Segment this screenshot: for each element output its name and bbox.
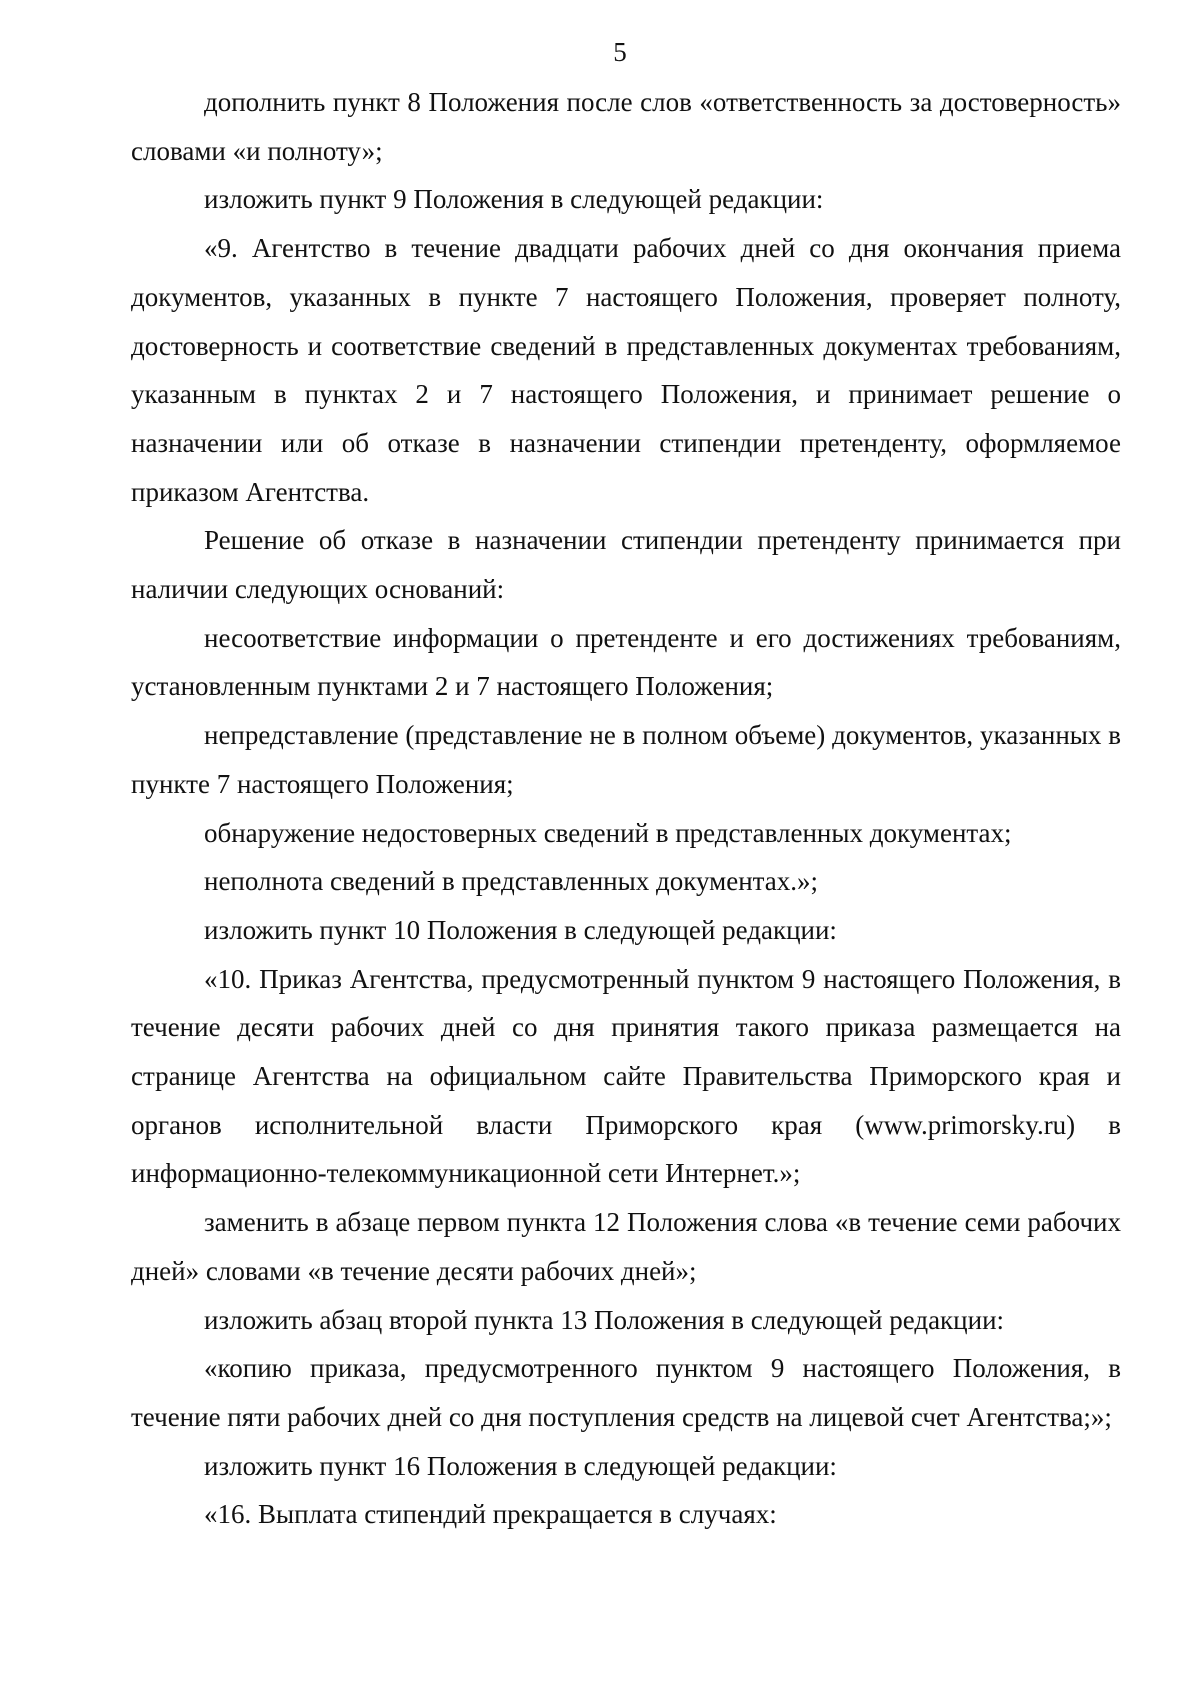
paragraph-amend-point-12: заменить в абзаце первом пункта 12 Положения слова «в течение семи рабочих дней» словами «в течение десяти рабочих дней»; [131, 1207, 1121, 1286]
document-body [131, 78, 1121, 1539]
paragraph-refusal-ground-3: обнаружение недостоверных сведений в представленных документах; [204, 817, 1012, 848]
paragraph-point-9-text: «9. Агентство в течение двадцати рабочих дней со дня окончания приема документов, указанных в пункте 7 настоящего Положения, проверяет полноту, достоверность и соответствие сведений в представленных документах требованиям, указанным в пунктах 2 и 7 настоящего Положения, и принимает решение о назначении или об отказе в назначении стипендии претенденту, оформляемое приказом Агентства. [131, 233, 1121, 507]
paragraph-restate-point-10: изложить пункт 10 Положения в следующей редакции: [204, 914, 837, 945]
paragraph-refusal-ground-2: непредставление (представление не в полном объеме) документов, указанных в пункте 7 настоящего Положения; [131, 720, 1121, 799]
paragraph-restate-point-13: изложить абзац второй пункта 13 Положения в следующей редакции: [204, 1304, 1005, 1335]
paragraph-point-16-text: «16. Выплата стипендий прекращается в случаях: [204, 1499, 777, 1530]
page-number: 5 [613, 37, 627, 67]
paragraph-point-13-text: «копию приказа, предусмотренного пунктом 9 настоящего Положения, в течение пяти рабочих дней со дня поступления средств на лицевой счет Агентства;»; [131, 1353, 1121, 1432]
paragraph-refusal-ground-1: несоответствие информации о претенденте и его достижениях требованиям, установленным пунктами 2 и 7 настоящего Положения; [131, 622, 1121, 702]
paragraph-restate-point-9: изложить пункт 9 Положения в следующей редакции: [204, 184, 824, 215]
paragraph-point-10-text: «10. Приказ Агентства, предусмотренный пунктом 9 настоящего Положения, в течение десяти рабочих дней со дня принятия такого приказа размещается на странице Агентства на официальном сайте Правительства Приморского края и органов исполнительной власти Приморского края (www.primorsky.ru) в информационно-телекоммуникационной сети Интернет.»; [131, 963, 1121, 1189]
paragraph-amend-point-8: дополнить пункт 8 Положения после слов «ответственность за достоверность» словами «и полноту»; [131, 87, 1121, 166]
paragraph-restate-point-16: изложить пункт 16 Положения в следующей редакции: [204, 1450, 837, 1481]
paragraph-refusal-decision: Решение об отказе в назначении стипендии претенденту принимается при наличии следующих оснований: [131, 525, 1121, 605]
paragraph-refusal-ground-4: неполнота сведений в представленных документах.»; [204, 866, 819, 897]
